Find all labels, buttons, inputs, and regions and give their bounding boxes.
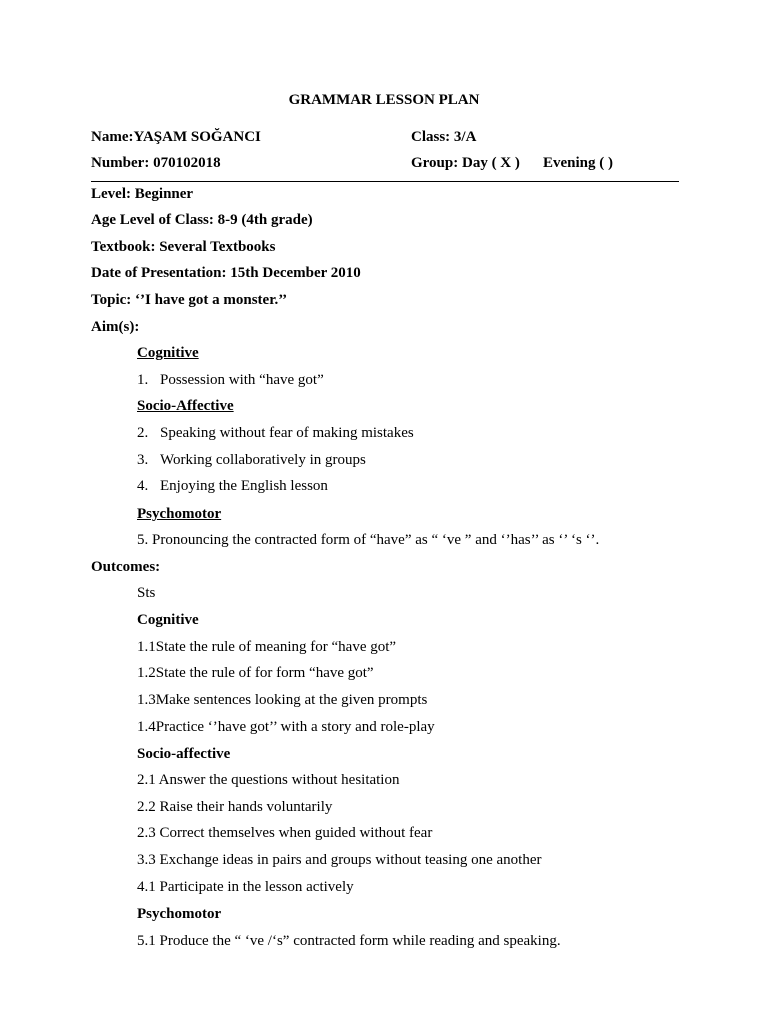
group-field: Group: Day ( X ) <box>411 155 520 171</box>
aim-item-4-number: 4. <box>137 478 149 494</box>
outcome-socio-1: 2.1 Answer the questions without hesitation <box>137 772 400 788</box>
level-line: Level: Beginner <box>91 186 194 202</box>
age-level-line: Age Level of Class: 8-9 (4th grade) <box>91 212 313 228</box>
outcomes-socio-heading: Socio-affective <box>137 746 231 762</box>
textbook-line: Textbook: Several Textbooks <box>91 239 276 255</box>
aims-cognitive-heading: Cognitive <box>137 345 199 361</box>
aim-item-3 <box>137 451 366 469</box>
name-field <box>91 128 261 146</box>
aim-item-4 <box>137 477 328 495</box>
aim-item-2-text: Speaking without fear of making mistakes <box>160 425 414 441</box>
number-label: Number: <box>91 155 150 171</box>
page-title: GRAMMAR LESSON PLAN <box>288 92 480 108</box>
aim-item-2-number: 2. <box>137 425 149 441</box>
name-label: Name: <box>91 129 134 145</box>
outcomes-psychomotor-heading: Psychomotor <box>137 906 222 922</box>
outcome-cognitive-4: 1.4Practice ‘’have got’’ with a story and role-play <box>137 719 435 735</box>
topic-line: Topic: ‘’I have got a monster.’’ <box>91 292 288 308</box>
aim-item-3-number: 3. <box>137 452 149 468</box>
outcomes-cognitive-heading: Cognitive <box>137 612 199 628</box>
outcome-psychomotor-1: 5.1 Produce the “ ‘ve /‘s” contracted form while reading and speaking. <box>137 933 561 949</box>
aims-socio-heading: Socio-Affective <box>137 398 234 414</box>
aims-psychomotor-heading: Psychomotor <box>137 506 222 522</box>
aims-heading: Aim(s): <box>91 319 140 335</box>
outcome-cognitive-1: 1.1State the rule of meaning for “have got” <box>137 639 397 655</box>
aim-item-1 <box>137 371 324 389</box>
outcome-socio-5: 4.1 Participate in the lesson actively <box>137 879 354 895</box>
header-divider <box>91 181 679 182</box>
aim-item-1-text: Possession with “have got” <box>160 372 324 388</box>
date-line: Date of Presentation: 15th December 2010 <box>91 265 361 281</box>
aim-item-3-text: Working collaboratively in groups <box>160 452 366 468</box>
number-field <box>91 154 221 172</box>
outcomes-heading: Outcomes: <box>91 559 161 575</box>
evening-field: Evening ( ) <box>543 155 614 171</box>
outcomes-sts: Sts <box>137 585 156 601</box>
outcome-cognitive-3: 1.3Make sentences looking at the given prompts <box>137 692 428 708</box>
aim-item-2 <box>137 424 414 442</box>
number-value: 070102018 <box>153 155 221 171</box>
class-label: Class: <box>411 129 451 145</box>
name-value: YAŞAM SOĞANCI <box>133 129 261 145</box>
class-value: 3/A <box>453 129 477 145</box>
outcome-socio-2: 2.2 Raise their hands voluntarily <box>137 799 333 815</box>
aim-item-5: 5. Pronouncing the contracted form of “have” as “ ‘ve ” and ‘’has’’ as ‘’ ‘s ‘’. <box>137 532 600 548</box>
aim-item-4-text: Enjoying the English lesson <box>160 478 328 494</box>
outcome-socio-3: 2.3 Correct themselves when guided without fear <box>137 825 433 841</box>
outcome-socio-4: 3.3 Exchange ideas in pairs and groups without teasing one another <box>137 852 542 868</box>
class-field <box>411 128 476 146</box>
aim-item-1-number: 1. <box>137 372 149 388</box>
outcome-cognitive-2: 1.2State the rule of for form “have got” <box>137 665 374 681</box>
